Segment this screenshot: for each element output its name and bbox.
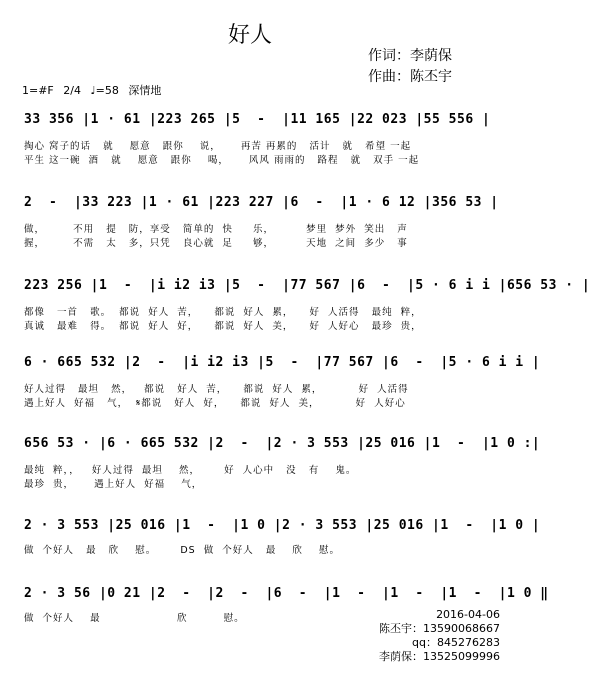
lyric-line-2: 真诚 最难 得。 都说 好人 好， 都说 好人 美， 好 人好心 最珍 贵， bbox=[24, 321, 422, 332]
page-title: 好人 bbox=[227, 23, 272, 48]
notation-line: 6 · 665 532 |2 - |i i2 i3 |5 - |77 567 |6 - |5 · 6 i i | bbox=[24, 355, 541, 370]
lyric-line-1: 做， 不用 提 防，享受 简单的 快 乐， 梦里 梦外 笑出 声 bbox=[24, 224, 408, 235]
notation-line: 2 - |33 223 |1 · 61 |223 227 |6 - |1 · 6 12 |356 53 | bbox=[24, 195, 499, 210]
lyricist-credit: 作词：李荫保 bbox=[368, 48, 452, 64]
score-row-4 bbox=[24, 355, 541, 415]
score-row-3 bbox=[24, 278, 590, 338]
lyric-line-2: 平生 这一碗 酒 就 愿意 跟你 喝， 风风 雨雨的 路程 就 双手 一起 bbox=[24, 155, 420, 166]
qq-contact: qq：845276283 bbox=[412, 636, 500, 649]
score-meta bbox=[22, 82, 167, 98]
notation-line: 2 · 3 56 |0 21 |2 - |2 - |6 - |1 - |1 - |1 - |1 0 ‖ bbox=[24, 586, 549, 601]
date-text: 2016-04-06 bbox=[436, 608, 500, 621]
lyric-line-2: 遇上好人 好福 气， 𝄋都说 好人 好， 都说 好人 美， 好 人好心 bbox=[24, 398, 406, 409]
lyric-line-2: 握， 不需 太 多，只凭 良心就 足 够， 天地 之间 多少 事 bbox=[24, 238, 408, 249]
notation-line: 2 · 3 553 |25 016 |1 - |1 0 |2 · 3 553 |25 016 |1 - |1 0 | bbox=[24, 518, 541, 533]
notation-line: 223 256 |1 - |i i2 i3 |5 - |77 567 |6 - |5 · 6 i i |656 53 · | bbox=[24, 278, 590, 293]
score-row-2 bbox=[24, 195, 499, 255]
time-signature: 2/4 bbox=[63, 84, 81, 97]
score-row-5 bbox=[24, 436, 541, 496]
score-row-6 bbox=[24, 518, 541, 558]
lyric-line-1: 都像 一首 歌。 都说 好人 苦， 都说 好人 累， 好 人活得 最纯 粹， bbox=[24, 307, 422, 318]
expression-marking: 深情地 bbox=[128, 84, 162, 97]
composer-credit: 作曲：陈丕宇 bbox=[368, 69, 452, 85]
lyric-line-1: 最纯 粹，， 好人过得 最坦 然， 好 人心中 没 有 鬼。 bbox=[24, 465, 357, 476]
lyric-line-1: 掏心 窝子的话 就 愿意 跟你 说， 再苦 再累的 活计 就 希望 一起 bbox=[24, 141, 412, 152]
lyric-line-1: 好人过得 最坦 然， 都说 好人 苦， 都说 好人 累， 好 人活得 bbox=[24, 384, 409, 395]
contact-block bbox=[360, 608, 500, 664]
notation-line: 656 53 · |6 · 665 532 |2 - |2 · 3 553 |25 016 |1 - |1 0 :| bbox=[24, 436, 541, 451]
key-signature: 1=#F bbox=[22, 84, 54, 97]
composer-contact: 陈丕宇：13590068667 bbox=[379, 622, 500, 635]
lyric-line-1: 做 个好人 最 欣 慰。 DS 做 个好人 最 欣 慰。 bbox=[24, 545, 340, 556]
score-row-1 bbox=[24, 112, 491, 172]
notation-line: 33 356 |1 · 61 |223 265 |5 - |11 165 |22 023 |55 556 | bbox=[24, 112, 491, 127]
lyricist-contact: 李荫保：13525099996 bbox=[379, 650, 500, 663]
lyric-line-1: 做 个好人 最 欣 慰。 bbox=[24, 613, 245, 624]
lyric-line-2: 最珍 贵， 遇上好人 好福 气， bbox=[24, 479, 203, 490]
tempo-marking: ♩=58 bbox=[90, 84, 119, 97]
